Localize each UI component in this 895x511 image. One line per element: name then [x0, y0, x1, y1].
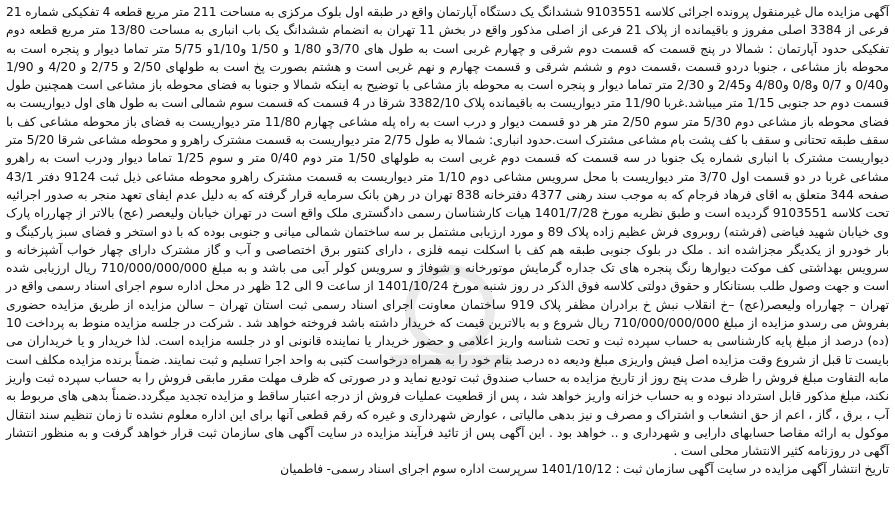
notice-body: آگهی مزایده مال غیرمنقول پرونده اجرائی کلاسه 9103551 ششدانگ یک دستگاه آپارتمان واقع در طبقه اول بلوک مرکزی به مساحت 211 متر مربع قطعه 4 تفکیکی شماره 21 فرعی از 3384 اصلی مفروز و باقیمانده از پلاک 21 فرعی از اصلی مذکور واقع در بخش 11 تهران به انضمام ششدانگ یک باب انباری به مساحت 13/80 متر مربع قطعه دوم تفکیکی حدود آپارتمان : شمالا در پنج قسمت که قسمت دوم شرقی و چهارم غربی است به طول های 3/70و 1/80 و 1/50 و1/10و 5/75 متر تماما دیوار و پنجره است به محوطه باز مشاعی ، جنوبا دردو قسمت ،قسمت دوم و ششم شرقی و قسمت چهارم و نهم غربی است و هشتم بصورت پخ است به طولهای 2/50 و 2/75 و 4/20 و 1/90 و0/40 و 0/7 و0/8 و4/80 و2/45 و 2/30 متر تماما دیوار و پنجره است به محوطه باز مشاعی با توضیح به اینکه شمالا و جنوبا به فضای محوطه باز مشاعی است همچنین طول قسمت دوم حد جنوبی 1/15 متر میباشد.غربا 11/90 متر دیواریست به باقیمانده پلاک 3382/10 شرقا در 4 قسمت که قسمت سوم شمالی است به طول های اول دیواریست به فضای محوطه باز مشاعی دوم 5/30 متر سوم 2/50 متر هر دو قسمت دیوار و درب است به راه پله مشاعی چهارم 11/80 متر دیواریست به فضای باز محوطه مشاعی کف با سقف طبقه تحتانی و سقف با کف پشت بام مشاعی مشترک است.حدود انباری: شمالا به طول 2/75 متر دیواریست به قسمت مشترک راهرو و محوطه مشاعی شرقا 5/20 متر دیواریست مشترک با انباری شماره یک جنوبا در سه قسمت که قسمت دوم غربی است به طولهای 1/50 متر دوم 0/40 متر و سوم 1/25 تماما دیوار ودرب است به راهرو مشاعی غربا در دو قسمت اول 3/70 متر دیواریست با محل سرویس مشاعی دوم 1/10 متر دیواریست به قسمت مشترک راهرو محوطه مشاعی ذیل ثبت 9124 دفتر 43/1 صفحه 344 متعلق به اقای فرهاد فرجام که به موجب سند رهنی 4377 دفترخانه 838 تهران در رهن بانک سرمایه قرار گرفته که به دلیل عدم ایفای تعهد منجر به صدور اجرائیه تحت کلاسه 9103551 گردیده است و طبق نظریه مورخ 1401/7/28 هیات کارشناسان رسمی دادگستری ملک واقع است در تهران خیابان ولیعصر (عج) بالاتر از چهارراه پارک وی خیابان شهید فیاضی (فرشته) روبروی فرش عظیم زاده پلاک 89 و مورد ارزیابی مشتمل بر سه ساختمان شمالی میانی و جنوبی بوده که با دو استخر و فضای سبز پارکینگ و بار خودرو از یکدیگر مجزاشده اند . ملک در بلوک جنوبی طبقه هم کف با اسکلت نیمه فلزی ، دارای کنتور برق اختصاصی و آب و گاز مشترک دارای چهار خواب آشپزخانه و سرویس بهداشتی کف موکت دیوارها رنگ پنجره های تک جداره گرمایش موتورخانه و شوفاژ و سرویس کولر آبی می باشد و به مبلغ 710/000/000/000 ریال ارزیابی شده است و جهت وصول طلب بستانکار و حقوق دولتی کلاسه فوق الذکر در روز شنبه مورخ 1401/10/24 از ساعت 9 الی 12 ظهر در محل اداره سوم اجرای اسناد رسمی واقع در تهران – چهارراه ولیعصر(عج) –خ انقلاب نبش خ برادران مظفر پلاک 919 ساختمان معاونت اجرای اسناد رسمی ثبت استان تهران – سالن مزایده از طریق مزایده حضوری بفروش می رسدو مزایده از مبلغ 710/000/000/000 ریال شروع و به بالاترین قیمت که خریدار داشته باشد فروخته خواهد شد . شرکت در جلسه مزایده منوط به پرداخت 10 (ده) درصد از مبلغ پایه کارشناسی به حساب سپرده ثبت و تحت شناسه واریز اعلامی و حضور خریدار یا نماینده قانونی او در جلسه مزایده است. لذا خریدار و یا خریداران می بایست تا قبل از شروع وقت مزایده اصل فیش واریزی مبلغ ودیعه ده درصد بنام خود را به همراه درخواست کتبی به واحد اجرا تسلیم و ثبت نمایند. ضمناً برنده مزایده مکلف است مابه التفاوت مبلغ فروش را ظرف مدت پنج روز از تاریخ مزایده به حساب صندوق ثبت تودیع نماید و در صورتی که ظرف مهلت مقرر مابقی فروش را به حساب سپرده ثبت واریز نکند، مبلغ مذکور قابل استرداد نبوده و به حساب خزانه واریز خواهد شد ، پس از قطعیت عملیات فروش از درجه اعتبار ساقط و مزایده تجدید میگردد.ضمناً بدهی های مربوط به آب ، برق ، گاز ، اعم از حق انشعاب و اشتراک و مصرف و نیز بدهی مالیاتی ، عوارض شهرداری و غیره که رقم قطعی آنها برای این اداره معلوم نشده تا زمان تنظیم سند انتقال موکول به ارائه مفاصا حسابهای دارایی و شهرداری و .. خواهد بود . این آگهی پس از تائید فرآیند مزایده در سایت آگهی های سازمان ثبت قرار خواهد گرفت و به منظور انتشار آگهی در روزنامه کثیر الانتشار محلی است .	[6, 5, 890, 459]
notice-publication-footer: تاریخ انتشار آگهی مزایده در سایت آگهی سازمان ثبت : 1401/10/12 سرپرست اداره سوم اجرای اسناد رسمی- فاطمیان	[280, 462, 889, 477]
auction-notice	[6, 3, 889, 479]
